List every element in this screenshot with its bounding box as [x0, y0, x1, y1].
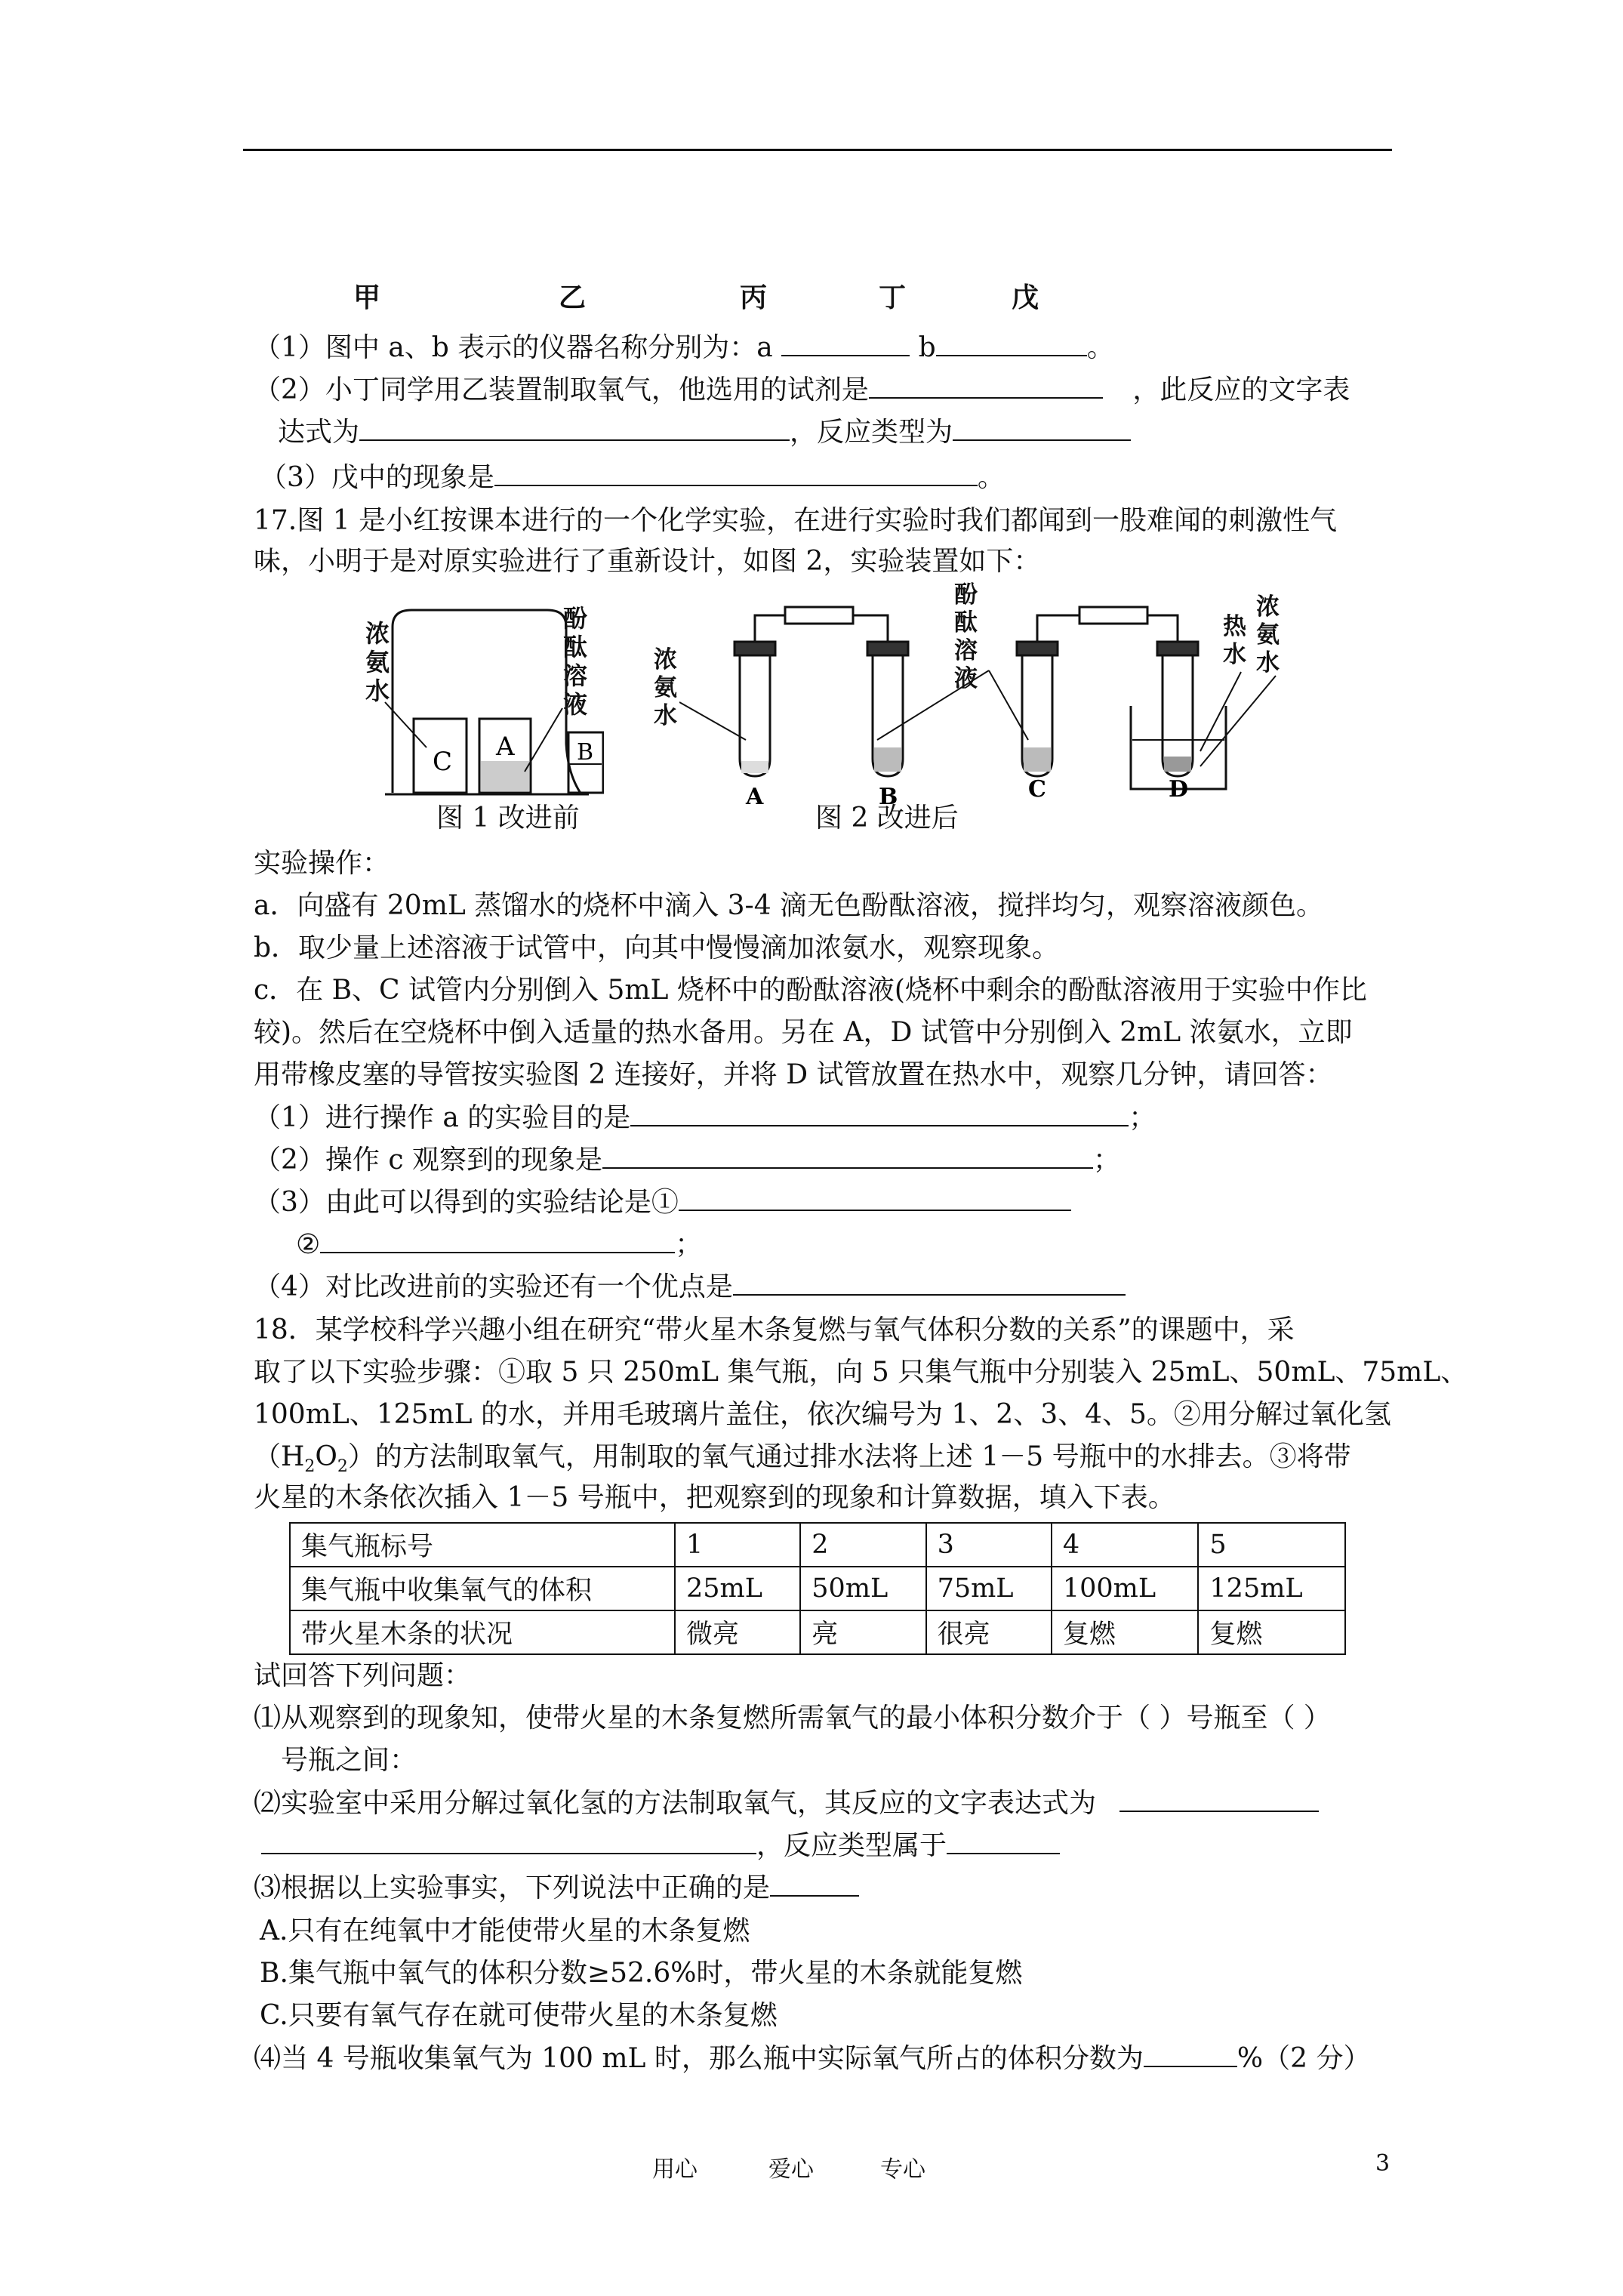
q17-question4: （4）对比改进前的实验还有一个优点是 [254, 1271, 1126, 1302]
answer-blank-purpose[interactable] [630, 1102, 1129, 1126]
answer-blank-conclusion2[interactable] [320, 1229, 675, 1253]
q18-sub1-line1: ⑴从观察到的现象知，使带火星的木条复燃所需氧气的最小体积分数介于（ ）号瓶至（ ） [254, 1703, 1331, 1734]
tube-b-label: B [879, 784, 898, 808]
beaker-a-label: A [496, 732, 515, 762]
label-wu: 戊 [1012, 282, 1039, 313]
answer-blank-h2o2-expression[interactable] [1119, 1788, 1319, 1812]
q16-part1: （1）图中 a、b 表示的仪器名称分别为：a b 。 [254, 332, 1114, 363]
ops-title: 实验操作： [254, 848, 390, 879]
q17-question3b: ② ； [296, 1229, 703, 1260]
q16-part2-cont: 达式为 ，反应类型为 [278, 417, 1131, 448]
beaker-c-label: C [433, 747, 453, 777]
fig2-ammonia2-label: 浓氨水 [1256, 593, 1280, 676]
tube-a-label: A [746, 784, 764, 808]
q18-ask: 试回答下列问题： [254, 1660, 472, 1691]
q16-part3: （3）戊中的现象是 。 [260, 462, 1005, 493]
footer-item-3: 专心 [880, 2156, 925, 2183]
q17-question3: （3）由此可以得到的实验结论是① [254, 1187, 1071, 1218]
beaker-b-label: B [577, 739, 594, 766]
fig2-phenol-label: 酚酞溶液 [954, 581, 978, 692]
op-c-line3: 用带橡皮塞的导管按实验图 2 连接好，并将 D 试管放置在热水中，观察几分钟，请回答： [254, 1059, 1333, 1090]
q17-question1: （1）进行操作 a 的实验目的是 ； [254, 1102, 1156, 1133]
q17-intro-line1: 17.图 1 是小红按课本进行的一个化学实验，在进行实验时我们都闻到一股难闻的刺激性气 [254, 505, 1338, 536]
figure-1-caption: 图 1 改进前 [436, 803, 580, 834]
op-c-line1: c．在 B、C 试管内分别倒入 5mL 烧杯中的酚酞溶液(烧杯中剩余的酚酞溶液用于实验中作比 [254, 975, 1367, 1006]
answer-blank-observation[interactable] [602, 1145, 1093, 1169]
q18-line4: $(H_2O_2)$的方法制取氧气，用制取的氧气通过排水法将上述 1－5 号瓶中的水排去。③将带 [254, 1441, 1351, 1477]
op-a: a．向盛有 20mL 蒸馏水的烧杯中滴入 3-4 滴无色酚酞溶液，搅拌均匀，观察溶液颜色。 [254, 890, 1324, 921]
label-jia: 甲 [353, 282, 381, 313]
answer-blank-advantage[interactable] [733, 1271, 1126, 1296]
q18-sub2-line1: ⑵实验室中采用分解过氧化氢的方法制取氧气，其反应的文字表达式为 [254, 1788, 1319, 1819]
answer-blank-a[interactable] [781, 332, 910, 356]
q17-intro-line2: 味，小明于是对原实验进行了重新设计，如图 2，实验装置如下： [254, 546, 1041, 577]
q18-line1: 18．某学校科学兴趣小组在研究“带火星木条复燃与氧气体积分数的关系”的课题中，采 [254, 1314, 1295, 1345]
fig1-ammonia-label: 浓氨水 [365, 619, 390, 705]
footer-item-1: 用心 [652, 2156, 698, 2183]
q18-line2: 取了以下实验步骤：①取 5 只 250mL 集气瓶，向 5 只集气瓶中分别装入 25mL、50mL、75mL、 [254, 1357, 1468, 1388]
label-bing: 丙 [740, 282, 768, 313]
label-ding: 丁 [879, 282, 907, 313]
fig2-ammonia-label: 浓氨水 [654, 646, 677, 729]
answer-blank-phenomenon[interactable] [494, 462, 978, 486]
answer-blank-expression[interactable] [359, 417, 790, 441]
answer-blank-h2o2-expression-cont[interactable] [261, 1830, 756, 1854]
q18-sub2-line2: ，反应类型属于 [261, 1830, 1060, 1861]
tube-c-label: C [1028, 776, 1046, 803]
header-rule [243, 149, 1392, 151]
q18-sub3: ⑶根据以上实验事实，下列说法中正确的是 [254, 1872, 859, 1903]
q18-line3: 100mL、125mL 的水，并用毛玻璃片盖住，依次编号为 1、2、3、4、5。②用分解过氧化氢 [254, 1399, 1391, 1430]
q17-question2: （2）操作 c 观察到的现象是 ； [254, 1145, 1120, 1176]
q18-line5: 火星的木条依次插入 1－5 号瓶中，把观察到的现象和计算数据，填入下表。 [254, 1482, 1175, 1513]
page-number: 3 [1375, 2150, 1390, 2177]
fig1-phenol-label: 酚酞溶液 [563, 604, 588, 719]
answer-blank-correct-option[interactable] [770, 1872, 859, 1897]
table-row: 集气瓶标号 1 2 3 4 5 [290, 1523, 1345, 1567]
answer-blank-volume-fraction[interactable] [1144, 2043, 1237, 2067]
figure-2-caption: 图 2 改进后 [815, 803, 959, 834]
answer-blank-reaction-type[interactable] [953, 417, 1131, 441]
label-yi: 乙 [559, 282, 587, 313]
tube-d-label: D [1169, 776, 1189, 803]
q16-part2: （2）小丁同学用乙装置制取氧气，他选用的试剂是 ，此反应的文字表 [254, 374, 1350, 405]
option-c: C.只要有氧气存在就可使带火星的木条复燃 [260, 2000, 778, 2031]
results-table [289, 1522, 1346, 1655]
option-b: B.集气瓶中氧气的体积分数≥52.6%时，带火星的木条就能复燃 [260, 1958, 1023, 1989]
q18-sub1-line2: 号瓶之间： [281, 1745, 417, 1776]
table-row: 集气瓶中收集氧气的体积 25mL 50mL 75mL 100mL 125mL [290, 1567, 1345, 1610]
option-a: A.只有在纯氧中才能使带火星的木条复燃 [260, 1915, 750, 1946]
q18-sub4: ⑷当 4 号瓶收集氧气为 100 mL 时，那么瓶中实际氧气所占的体积分数为 %（2 分） [254, 2043, 1371, 2074]
table-row: 带火星木条的状况 微亮 亮 很亮 复燃 复燃 [290, 1610, 1345, 1654]
answer-blank-reagent[interactable] [869, 374, 1103, 399]
answer-blank-conclusion1[interactable] [679, 1187, 1071, 1211]
answer-blank-b[interactable] [936, 332, 1087, 356]
op-c-line2: 较)。然后在空烧杯中倒入适量的热水备用。另在 A，D 试管中分别倒入 2mL 浓氨水，立即 [254, 1017, 1353, 1048]
footer-item-2: 爱心 [768, 2156, 814, 2183]
fig2-hot-water-label: 热水 [1223, 613, 1246, 668]
answer-blank-h2o2-reaction-type[interactable] [947, 1830, 1060, 1854]
op-b: b．取少量上述溶液于试管中，向其中慢慢滴加浓氨水，观察现象。 [254, 932, 1060, 963]
